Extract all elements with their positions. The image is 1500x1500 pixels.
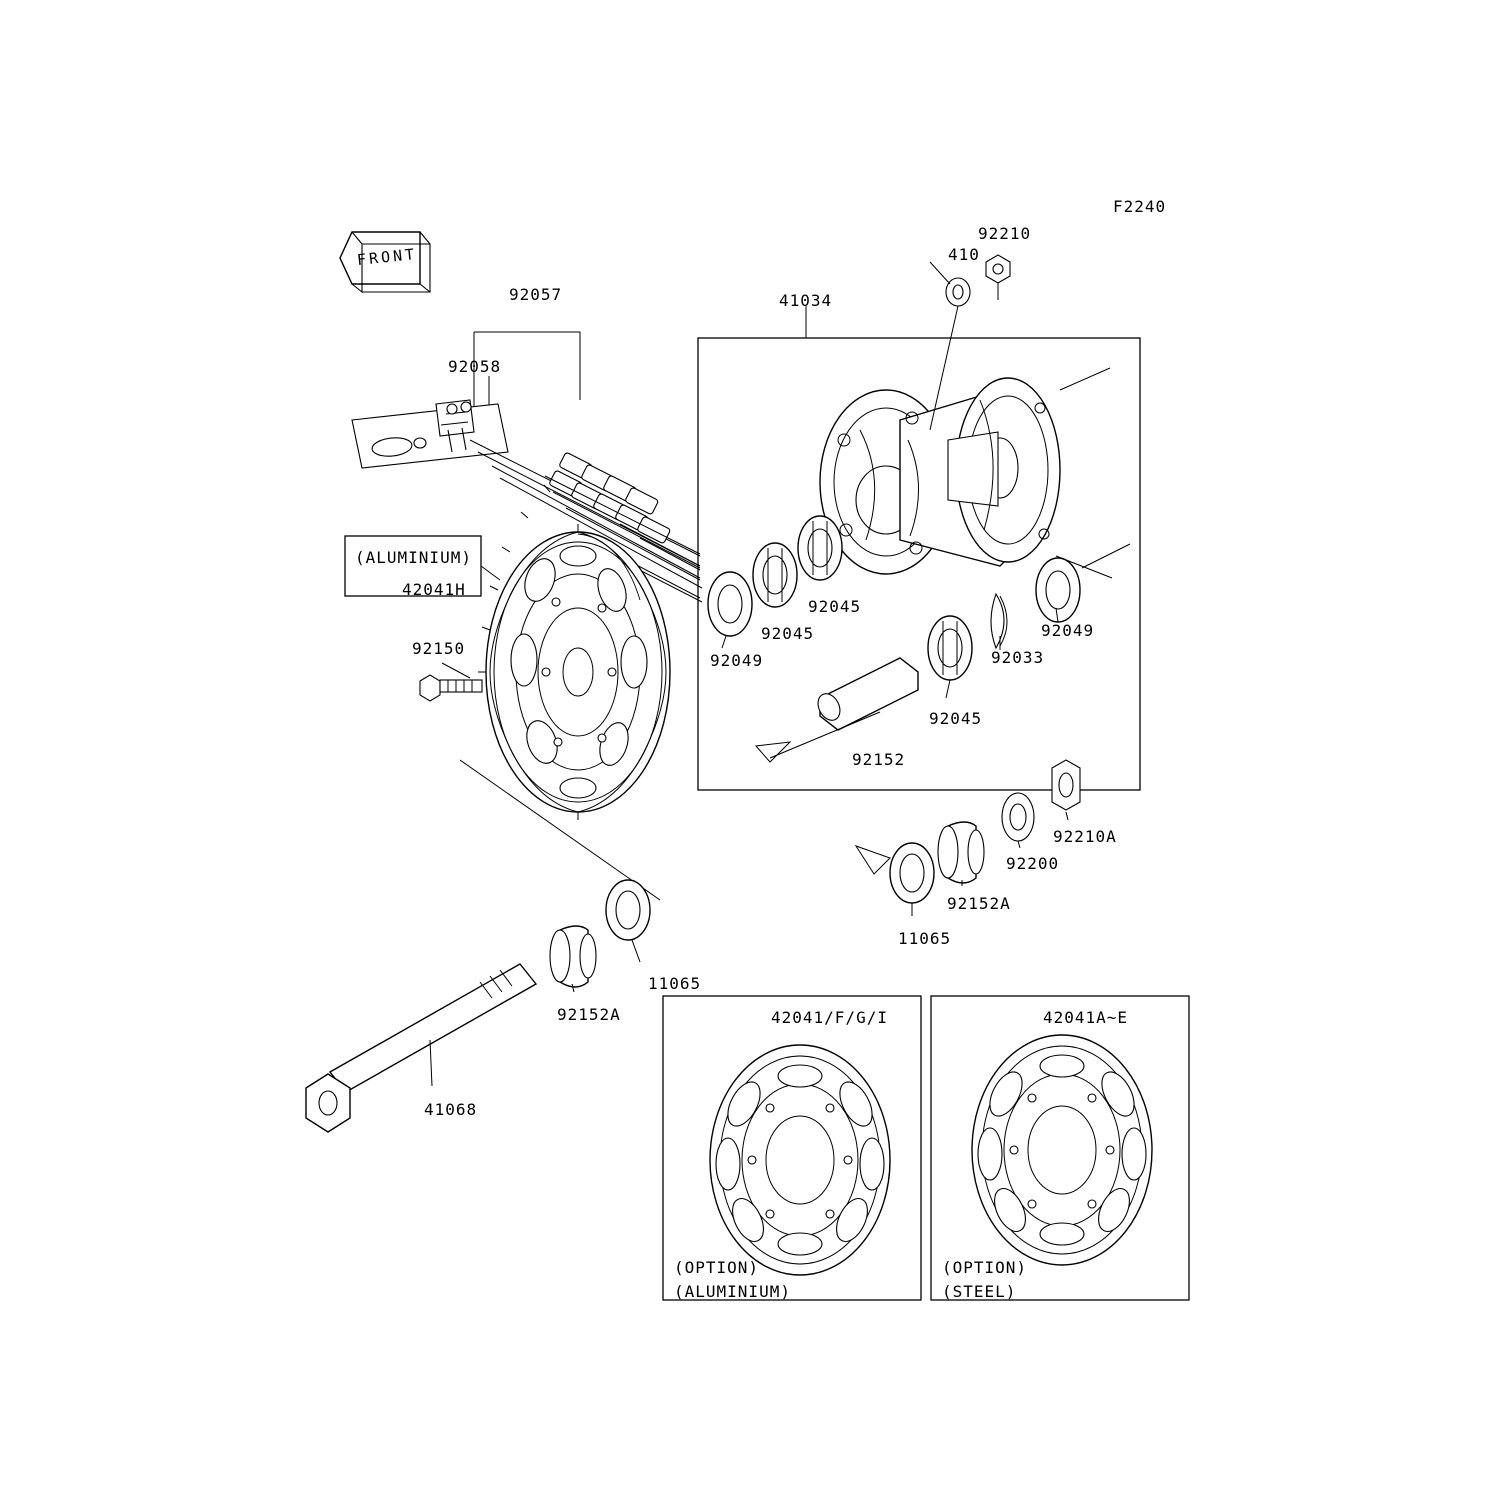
callout-92152A-right: 92152A <box>947 894 1011 913</box>
callout-92049-left: 92049 <box>710 651 764 670</box>
callout-92152: 92152 <box>852 750 906 769</box>
inset-title-steel: 42041A~E <box>1043 1008 1129 1027</box>
callout-41034: 41034 <box>779 291 833 310</box>
inset-note-option-aluminium: (OPTION) <box>674 1258 760 1277</box>
callout-92057: 92057 <box>509 285 563 304</box>
nut-92210A <box>1052 760 1080 820</box>
axle-41068 <box>306 964 536 1132</box>
callout-92210A: 92210A <box>1053 827 1117 846</box>
callout-92049-right: 92049 <box>1041 621 1095 640</box>
callout-92045-c: 92045 <box>929 709 983 728</box>
inset-title-aluminium: 42041/F/G/I <box>771 1008 888 1027</box>
chain-master-link <box>352 400 508 468</box>
callout-92210: 92210 <box>978 224 1032 243</box>
collar-92152 <box>756 658 918 762</box>
inset-note-option-steel: (OPTION) <box>942 1258 1028 1277</box>
callout-92150: 92150 <box>412 639 466 658</box>
callout-11065-right: 11065 <box>898 929 952 948</box>
seal-11065-right <box>856 843 934 916</box>
collar-92152A-left <box>550 926 596 992</box>
bearing-92049-left <box>708 572 752 648</box>
hub-nut-92210 <box>986 255 1010 300</box>
callout-41068: 41068 <box>424 1100 478 1119</box>
inset-sprocket-steel <box>972 1035 1152 1265</box>
bearing-92045-c <box>928 616 972 698</box>
bearing-92045-a <box>753 543 797 607</box>
front-arrow-label: FRONT <box>356 244 418 270</box>
callout-92058: 92058 <box>448 357 502 376</box>
note-aluminium: (ALUMINIUM) <box>355 548 472 567</box>
collar-92152A-right <box>938 822 984 886</box>
seal-11065-left <box>606 880 650 962</box>
callout-92045-b: 92045 <box>808 597 862 616</box>
callout-11065-left: 11065 <box>648 974 702 993</box>
callout-42041H: 42041H <box>402 580 466 599</box>
callout-410: 410 <box>948 245 980 264</box>
washer-92200 <box>1002 793 1034 848</box>
diagram-code: F2240 <box>1113 197 1167 216</box>
rear-hub <box>820 368 1112 578</box>
callout-92033: 92033 <box>991 648 1045 667</box>
callout-92045-a: 92045 <box>761 624 815 643</box>
callout-92152A-left: 92152A <box>557 1005 621 1024</box>
bearing-92049-right <box>1036 544 1130 622</box>
sprocket-bolt-92150 <box>420 663 482 701</box>
inset-note-material-aluminium: (ALUMINIUM) <box>674 1282 791 1301</box>
inset-note-material-steel: (STEEL) <box>942 1282 1017 1301</box>
circlip-92033 <box>991 594 1007 650</box>
bearing-92045-b <box>798 516 842 580</box>
callout-92200: 92200 <box>1006 854 1060 873</box>
inset-sprocket-aluminium <box>710 1045 890 1275</box>
